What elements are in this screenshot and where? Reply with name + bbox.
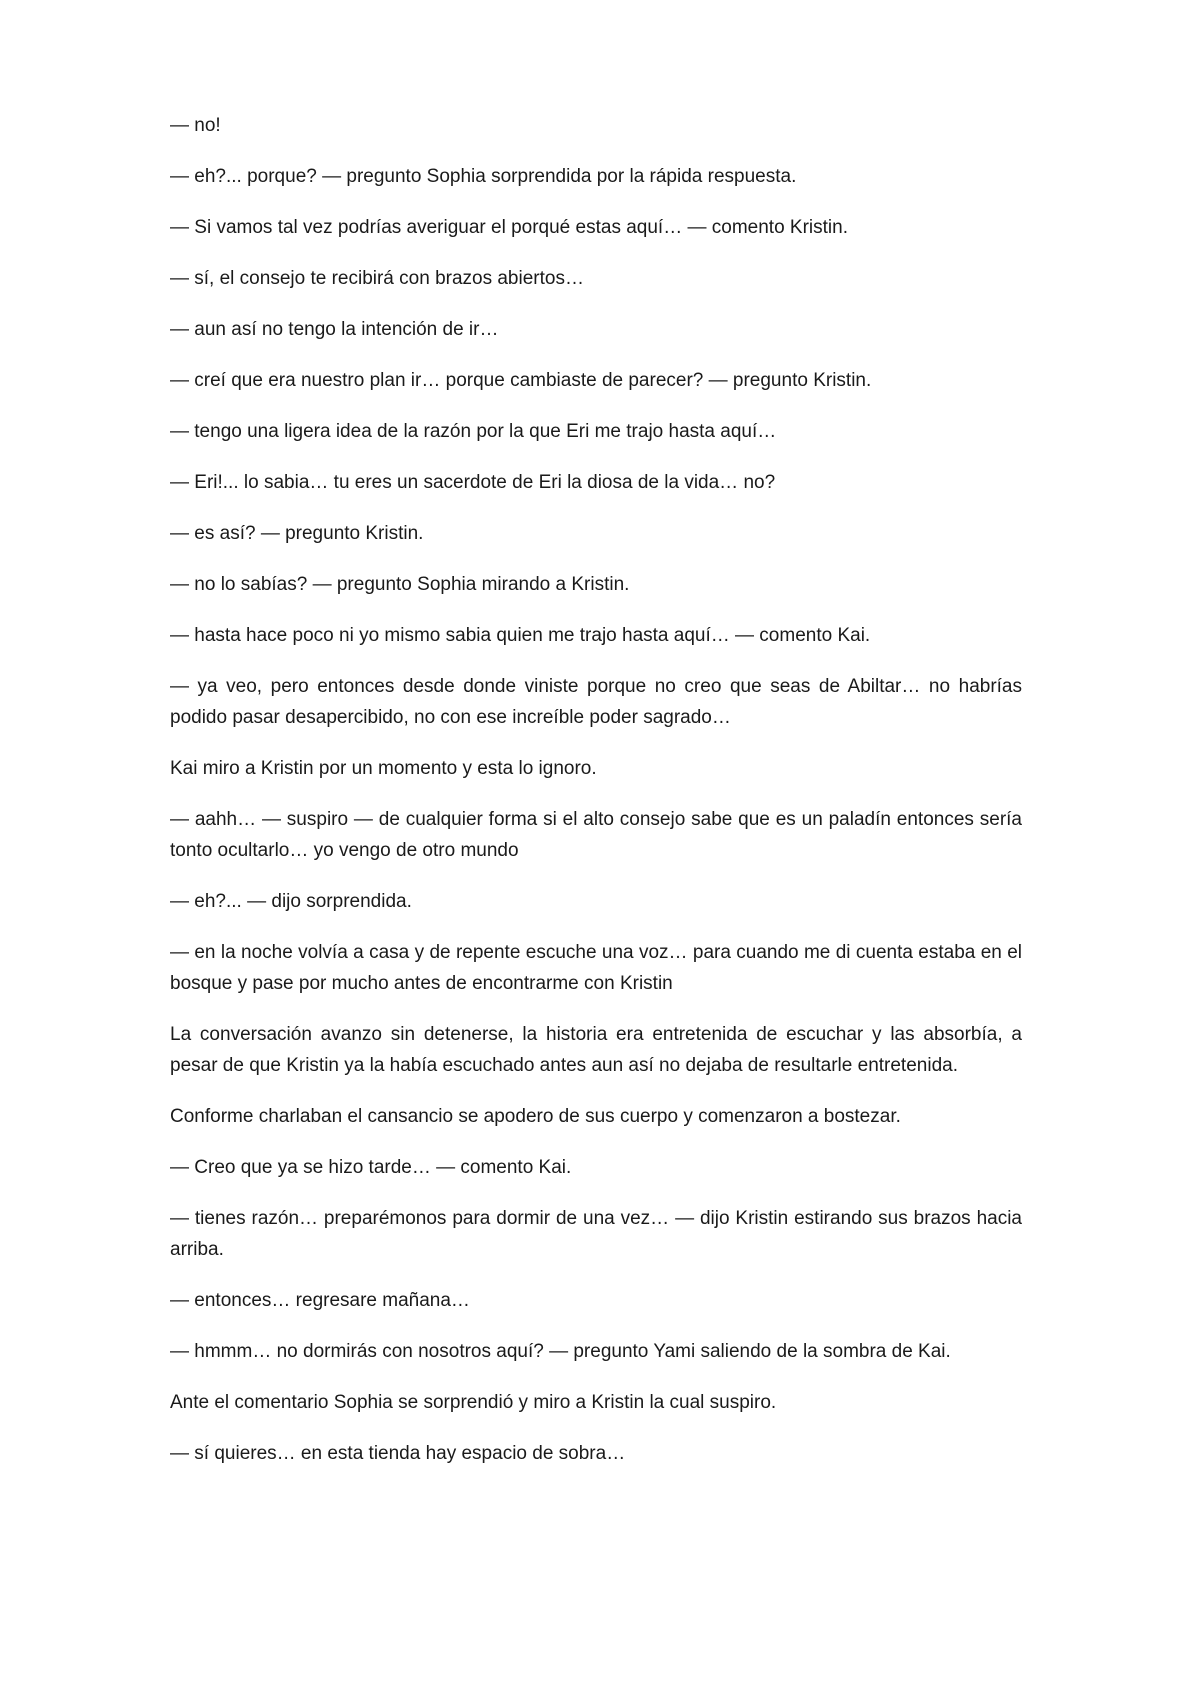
paragraph: La conversación avanzo sin detenerse, la historia era entretenida de escuchar y las absorbía, a pesar de que Kristin ya la había escuchado antes aun así no dejaba de resultarle entretenida.	[170, 1024, 1022, 1076]
paragraph: — Eri!... lo sabia… tu eres un sacerdote de Eri la diosa de la vida… no?	[170, 472, 776, 493]
paragraph: — Si vamos tal vez podrías averiguar el porqué estas aquí… — comento Kristin.	[170, 217, 848, 238]
paragraph: — eh?... — dijo sorprendida.	[170, 891, 412, 912]
paragraph: — aun así no tengo la intención de ir…	[170, 319, 499, 340]
paragraph: — entonces… regresare mañana…	[170, 1290, 470, 1311]
paragraph: — creí que era nuestro plan ir… porque cambiaste de parecer? — pregunto Kristin.	[170, 370, 872, 391]
paragraph: — ya veo, pero entonces desde donde viniste porque no creo que seas de Abiltar… no habrías podido pasar desapercibido, no con ese increíble poder sagrado…	[170, 676, 1022, 728]
paragraph: — sí quieres… en esta tienda hay espacio de sobra…	[170, 1443, 626, 1464]
paragraph: — no lo sabías? — pregunto Sophia mirando a Kristin.	[170, 574, 630, 595]
document-body	[170, 110, 1022, 1489]
paragraph: — hasta hace poco ni yo mismo sabia quien me trajo hasta aquí… — comento Kai.	[170, 625, 871, 646]
paragraph: — tengo una ligera idea de la razón por la que Eri me trajo hasta aquí…	[170, 421, 777, 442]
paragraph: — eh?... porque? — pregunto Sophia sorprendida por la rápida respuesta.	[170, 166, 797, 187]
paragraph: — tienes razón… preparémonos para dormir de una vez… — dijo Kristin estirando sus brazos hacia arriba.	[170, 1208, 1022, 1260]
paragraph: Ante el comentario Sophia se sorprendió y miro a Kristin la cual suspiro.	[170, 1392, 777, 1413]
paragraph: — sí, el consejo te recibirá con brazos abiertos…	[170, 268, 584, 289]
paragraph: — no!	[170, 115, 221, 136]
paragraph: — es así? — pregunto Kristin.	[170, 523, 424, 544]
paragraph: Kai miro a Kristin por un momento y esta lo ignoro.	[170, 758, 597, 779]
paragraph: Conforme charlaban el cansancio se apodero de sus cuerpo y comenzaron a bostezar.	[170, 1106, 901, 1127]
paragraph: — en la noche volvía a casa y de repente escuche una voz… para cuando me di cuenta estaba en el bosque y pase por mucho antes de encontrarme con Kristin	[170, 942, 1022, 994]
paragraph: — aahh… — suspiro — de cualquier forma si el alto consejo sabe que es un paladín entonces sería tonto ocultarlo… yo vengo de otro mundo	[170, 809, 1022, 861]
paragraph: — hmmm… no dormirás con nosotros aquí? — pregunto Yami saliendo de la sombra de Kai.	[170, 1341, 951, 1362]
paragraph: — Creo que ya se hizo tarde… — comento Kai.	[170, 1157, 572, 1178]
